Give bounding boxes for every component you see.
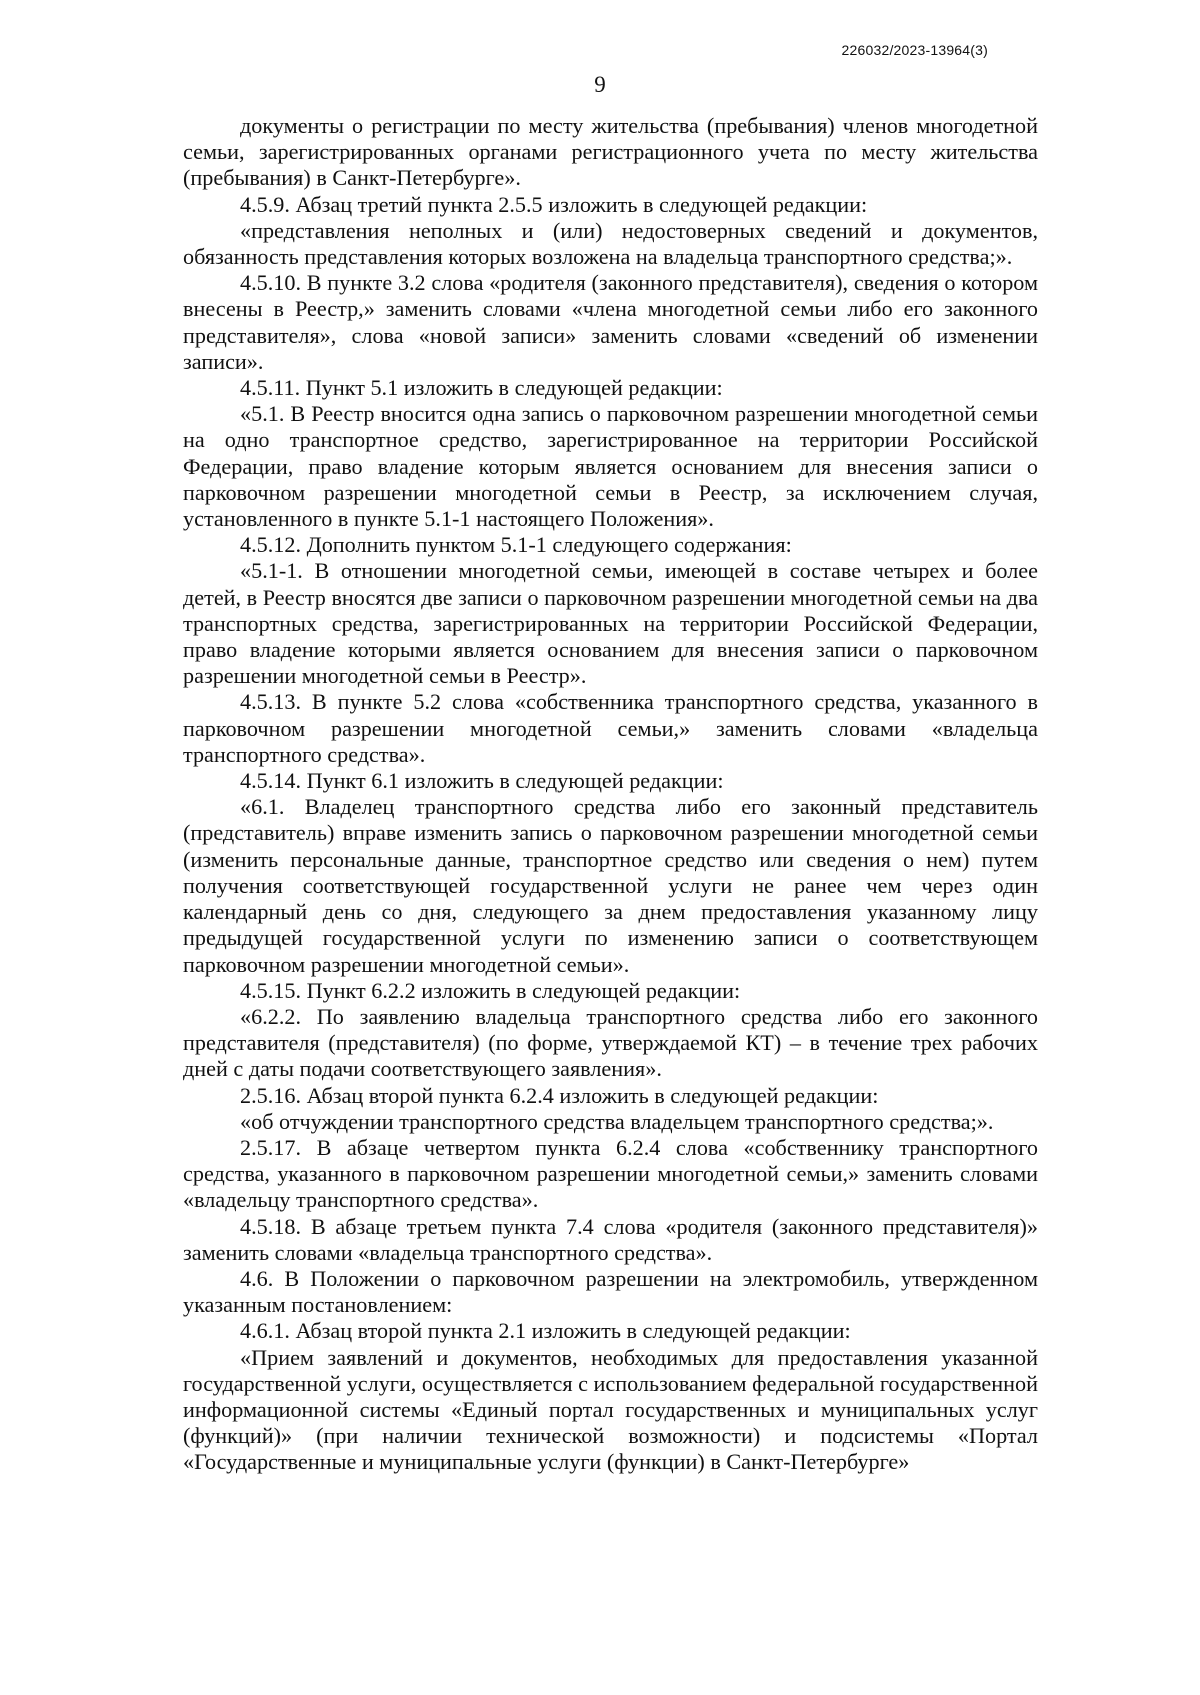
paragraph: 4.5.11. Пункт 5.1 изложить в следующей редакции: [240,375,723,401]
document-id: 226032/2023-13964(3) [841,42,988,58]
paragraph: «6.2.2. По заявлению владельца транспортного средства либо его законного представителя (представителя) (по форме, утверждаемой КТ) – в течение трех рабочих дней с даты подачи соответствующего заявления». [183,1003,1038,1082]
paragraph: «представления неполных и (или) недостоверных сведений и документов, обязанность представления которых возложена на владельца транспортного средства;». [183,217,1038,270]
paragraph: 4.5.9. Абзац третий пункта 2.5.5 изложить в следующей редакции: [240,191,868,217]
paragraph: 4.5.14. Пункт 6.1 изложить в следующей редакции: [240,768,724,794]
paragraph: 4.5.12. Дополнить пунктом 5.1-1 следующего содержания: [240,532,792,558]
paragraph: 4.5.13. В пункте 5.2 слова «собственника транспортного средства, указанного в парковочном разрешении многодетной семьи,» заменить словами «владельца транспортного средства». [183,689,1038,767]
paragraph: 4.5.18. В абзаце третьем пункта 7.4 слова «родителя (законного представителя)» заменить словами «владельца транспортного средства». [183,1213,1038,1265]
paragraph: «6.1. Владелец транспортного средства либо его законный представитель (представитель) вправе изменить запись о парковочном разрешении многодетной семьи (изменить персональные данные, транспортное средство или сведения о нем) путем получения соответствующей государственной услуги не ранее чем через один календарный день со дня, следующего за днем предоставления указанному лицу предыдущей государственной услуги по изменению записи о соответствующем парковочном разрешении многодетной семьи». [183,794,1038,977]
paragraph: «Прием заявлений и документов, необходимых для предоставления указанной государственной услуги, осуществляется с использованием федеральной государственной информационной системы «Единый портал государственных и муниципальных услуг (функций)» (при наличии технической возможности) и подсистемы «Портал «Государственные и муниципальные услуги (функции) в Санкт-Петербурге» [183,1344,1038,1475]
paragraph: 4.5.10. В пункте 3.2 слова «родителя (законного представителя), сведения о котором внесены в Реестр,» заменить словами «члена многодетной семьи либо его законного представителя», слова «новой записи» заменить словами «сведений об изменении записи». [183,270,1038,374]
paragraph: «5.1. В Реестр вносится одна запись о парковочном разрешении многодетной семьи на одно транспортное средство, зарегистрированное на территории Российской Федерации, право владение которым является основанием для внесения записи о парковочном разрешении многодетной семьи в Реестр, за исключением случая, установленного в пункте 5.1-1 настоящего Положения». [183,401,1038,532]
document-body [183,113,1038,1476]
paragraph: «об отчуждении транспортного средства владельцем транспортного средства;». [240,1108,994,1134]
paragraph: 2.5.16. Абзац второй пункта 6.2.4 изложить в следующей редакции: [240,1082,879,1108]
paragraph: 4.5.15. Пункт 6.2.2 изложить в следующей редакции: [240,977,741,1003]
paragraph: 4.6.1. Абзац второй пункта 2.1 изложить в следующей редакции: [240,1318,851,1344]
paragraph: документы о регистрации по месту жительства (пребывания) членов многодетной семьи, зарегистрированных органами регистрационного учета по месту жительства (пребывания) в Санкт-Петербурге». [183,113,1038,191]
paragraph: 2.5.17. В абзаце четвертом пункта 6.2.4 слова «собственнику транспортного средства, указанного в парковочном разрешении многодетной семьи,» заменить словами «владельцу транспортного средства». [183,1134,1038,1213]
page-number: 9 [594,72,606,97]
paragraph: 4.6. В Положении о парковочном разрешении на электромобиль, утвержденном указанным постановлением: [183,1265,1038,1318]
paragraph: «5.1-1. В отношении многодетной семьи, имеющей в составе четырех и более детей, в Реестр вносятся две записи о парковочном разрешении многодетной семьи на два транспортных средства, зарегистрированных на территории Российской Федерации, право владение которыми является основанием для внесения записи о парковочном разрешении многодетной семьи в Реестр». [183,558,1038,689]
